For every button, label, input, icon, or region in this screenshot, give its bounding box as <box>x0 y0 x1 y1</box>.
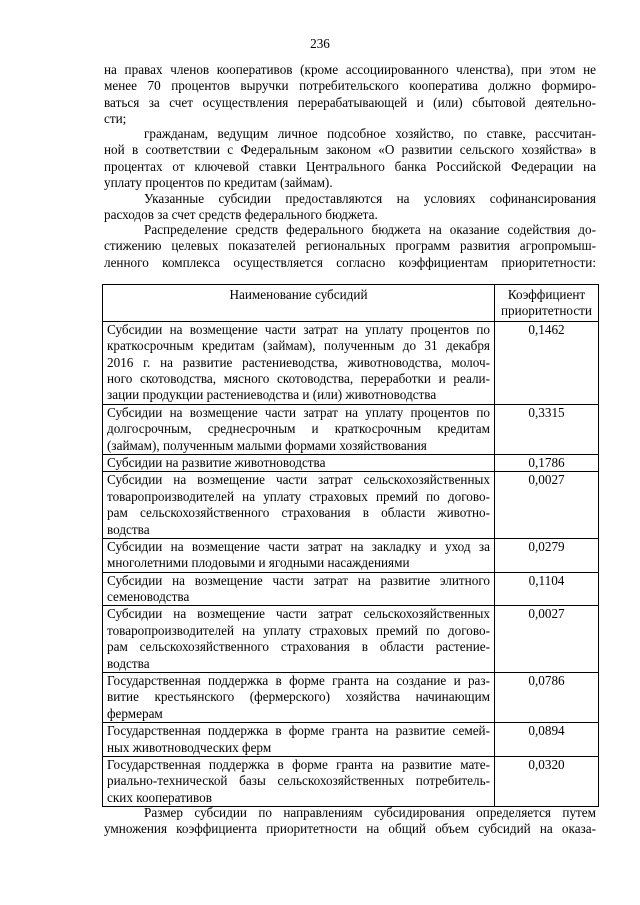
header-coef-line: Коэффициент <box>507 287 586 302</box>
table-row <box>103 723 599 757</box>
subsidy-name-cell <box>103 673 495 723</box>
subsidy-name-cell <box>103 723 495 757</box>
text-line: менее 70 процентов выручки потребительского кооператива должно формиро- <box>104 78 596 94</box>
table-row <box>103 472 599 539</box>
subsidy-name-line: ного скотоводства, мясного скотоводства, переработки и реали- <box>107 370 490 386</box>
subsidy-name-line: Субсидии на возмещение части затрат сельскохозяйственных <box>107 606 490 622</box>
text-line: Размер субсидии по направлениям субсидирования определяется путем <box>144 805 596 820</box>
subsidy-name-line: товаропроизводителей на уплату страховых премий по догово- <box>107 488 490 504</box>
text-line: Указанные субсидии предоставляются на условиях софинансирования <box>144 191 596 206</box>
subsidy-name-line: водства <box>107 521 150 537</box>
table-row <box>103 404 599 454</box>
subsidy-name-line: Субсидии на возмещение части затрат на уплату процентов по <box>107 321 490 337</box>
subsidy-name-cell <box>103 606 495 673</box>
text-line: ленного комплекса осуществляется согласно коэффициентам приоритетности: <box>104 254 596 270</box>
table-header-row <box>103 285 599 322</box>
table-row <box>103 673 599 723</box>
table-row <box>103 321 599 404</box>
subsidy-name-line: Государственная поддержка в форме гранта на создание и раз- <box>107 673 490 689</box>
priority-coefficient-cell: 0,1462 <box>495 321 599 404</box>
page-number: 236 <box>310 36 330 51</box>
subsidy-name-cell <box>103 321 495 404</box>
text-line: ваться за счет осуществления перерабатывающей и (или) сбытовой деятельно- <box>104 94 596 110</box>
header-subsidy-name: Наименование субсидий <box>103 285 495 322</box>
subsidy-name-line: семеноводства <box>107 589 190 605</box>
text-line: гражданам, ведущим личное подсобное хозяйство, по ставке, рассчитан- <box>144 126 596 141</box>
table-row <box>103 454 599 471</box>
text-line: расходов за счет средств федерального бюджета. <box>104 207 378 223</box>
subsidy-name-line: ских кооперативов <box>107 789 212 805</box>
text-line: сти; <box>104 111 127 127</box>
subsidy-name-line: краткосрочным кредитам (займам), полученным до 31 декабря <box>107 338 490 354</box>
table-row <box>103 606 599 673</box>
subsidy-name-cell <box>103 404 495 454</box>
priority-coefficient-cell: 0,0279 <box>495 538 599 572</box>
subsidy-name-line: витие крестьянского (фермерского) хозяйства начинающим <box>107 689 490 705</box>
table-row <box>103 572 599 606</box>
paragraph-cooperative-members <box>104 62 596 128</box>
priority-coefficient-cell: 0,0786 <box>495 673 599 723</box>
subsidy-name-line: товаропроизводителей на уплату страховых премий по догово- <box>107 622 490 638</box>
text-line: на правах членов кооперативов (кроме ассоциированного членства), при этом не <box>104 62 596 77</box>
text-line: умножения коэффициента приоритетности на общий объем субсидий на оказа- <box>104 821 596 837</box>
priority-coefficient-cell: 0,0027 <box>495 606 599 673</box>
subsidy-name-line: фермерам <box>107 705 163 721</box>
subsidy-name-cell <box>103 756 495 806</box>
subsidy-name-line: Субсидии на возмещение части затрат сельскохозяйственных <box>107 472 490 488</box>
subsidy-name-line: Субсидии на развитие животноводства <box>107 454 326 470</box>
header-coef-line: приоритетности <box>501 303 592 319</box>
subsidy-name-line: Государственная поддержка в форме гранта на развитие мате- <box>107 756 490 772</box>
text-line: процентах от ключевой ставки Центрального банка Российской Федерации на <box>104 158 596 174</box>
subsidy-name-line: рам сельскохозяйственного страхования в области животно- <box>107 505 490 521</box>
table-body <box>103 321 599 806</box>
paragraph-distribution <box>104 222 596 271</box>
header-priority-coefficient <box>495 285 599 322</box>
subsidy-name-line: водства <box>107 655 150 671</box>
subsidy-name-cell <box>103 538 495 572</box>
subsidy-name-line: ных животноводческих ферм <box>107 739 272 755</box>
table-row <box>103 756 599 806</box>
subsidy-name-cell <box>103 572 495 606</box>
subsidy-name-line: 2016 г. на развитие растениеводства, животноводства, молоч- <box>107 354 490 370</box>
priority-coefficient-cell: 0,3315 <box>495 404 599 454</box>
subsidy-name-line: Субсидии на возмещение части затрат на уплату процентов по <box>107 404 490 420</box>
subsidy-name-line: Субсидии на возмещение части затрат на закладку и уход за <box>107 538 490 554</box>
priority-coefficient-cell: 0,0320 <box>495 756 599 806</box>
paragraph-cofinancing <box>104 191 596 224</box>
text-line: Распределение средств федерального бюджета на оказание содействия до- <box>144 222 596 237</box>
priority-coefficient-cell: 0,0027 <box>495 472 599 539</box>
subsidy-name-line: риально-технической базы сельскохозяйственных потребитель- <box>107 773 490 789</box>
subsidy-name-cell <box>103 472 495 539</box>
subsidy-priority-table <box>102 284 599 807</box>
subsidy-name-cell <box>103 454 495 471</box>
subsidy-name-line: зации продукции растениеводства и (или) животноводства <box>107 387 437 403</box>
priority-coefficient-cell: 0,1104 <box>495 572 599 606</box>
subsidy-name-line: Субсидии на возмещение части затрат на развитие элитного <box>107 572 490 588</box>
subsidy-name-line: долгосрочным, среднесрочным и краткосрочным кредитам <box>107 421 490 437</box>
priority-coefficient-cell: 0,1786 <box>495 454 599 471</box>
subsidy-name-line: многолетними плодовыми и ягодными насаждениями <box>107 555 410 571</box>
priority-coefficient-cell: 0,0894 <box>495 723 599 757</box>
table-row <box>103 538 599 572</box>
text-line: уплату процентов по кредитам (займам). <box>104 175 333 191</box>
subsidy-name-line: Государственная поддержка в форме гранта на развитие семей- <box>107 723 490 739</box>
subsidy-name-line: (займам), полученным малыми формами хозяйствования <box>107 437 427 453</box>
subsidy-name-line: рам сельскохозяйственного страхования в области растение- <box>107 639 490 655</box>
paragraph-subsidy-size <box>104 805 596 838</box>
text-line: стижению целевых показателей региональных программ развития агропромыш- <box>104 238 596 254</box>
text-line: ной в соответствии с Федеральным законом «О развитии сельского хозяйства» в <box>104 142 596 158</box>
paragraph-personal-farms <box>104 126 596 192</box>
